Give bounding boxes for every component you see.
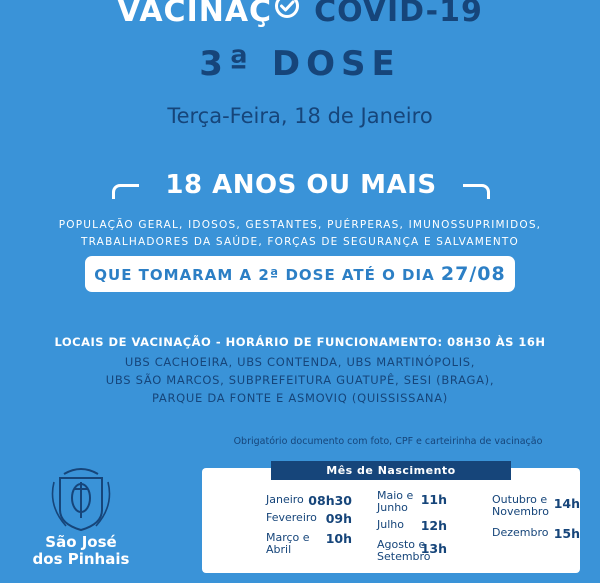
schedule-months: Agosto e Setembro: [377, 538, 431, 563]
required-documents-note: Obrigatório documento com foto, CPF e carteirinha de vacinação: [233, 436, 543, 447]
schedule-time: 11h: [420, 492, 447, 507]
schedule-time: 09h: [325, 511, 352, 526]
locations-line-3: PARQUE DA FONTE E ASMOVIQ (QUISSISSANA): [152, 391, 448, 405]
schedule-months: Maio e Junho: [377, 489, 414, 514]
city-name: [26, 534, 136, 568]
groups-line-2: TRABALHADORES DA SAÚDE, FORÇAS DE SEGURANÇA E SALVAMENTO: [81, 236, 519, 248]
locations-line-2: UBS SÃO MARCOS, SUBPREFEITURA GUATUPÊ, SESI (BRAGA),: [105, 373, 495, 387]
locations-title: LOCAIS DE VACINAÇÃO - HORÁRIO DE FUNCIONAMENTO: 08H30 ÀS 16H: [54, 335, 546, 349]
schedule-entry: [327, 538, 447, 569]
schedule-table-header: Mês de Nascimento: [271, 461, 511, 480]
schedule-entry: [440, 493, 580, 524]
schedule-time: 14h: [553, 496, 580, 511]
city-name-line-2: dos Pinhais: [32, 550, 130, 568]
headline-covid: COVID-19: [314, 0, 483, 29]
headline-vacinacao: VACINAÇ: [117, 0, 273, 29]
condition-text: QUE TOMARAM A 2ª DOSE ATÉ O DIA: [94, 266, 441, 284]
schedule-time: 15h: [553, 526, 580, 541]
schedule-time: 12h: [420, 518, 447, 533]
groups-line-1: POPULAÇÃO GERAL, IDOSOS, GESTANTES, PUÉRPERAS, IMUNOSSUPRIMIDOS,: [58, 219, 542, 231]
schedule-months: Julho: [377, 518, 404, 531]
second-dose-condition: [85, 256, 515, 292]
condition-date: 27/08: [440, 263, 506, 285]
check-circle-icon: [274, 0, 300, 27]
schedule-months: Dezembro: [492, 526, 549, 539]
schedule-months: Outubro e Novembro: [492, 493, 549, 518]
schedule-entry: [327, 489, 447, 520]
schedule-table: [202, 464, 580, 573]
locations-line-1: UBS CACHOEIRA, UBS CONTENDA, UBS MARTINÓPOLIS,: [124, 355, 476, 369]
schedule-entry: [440, 526, 580, 542]
schedule-months: Fevereiro: [266, 511, 317, 524]
schedule-time: 08h30: [308, 493, 352, 508]
age-heading: [112, 170, 490, 210]
target-groups: [0, 217, 600, 251]
locations-list: [0, 353, 600, 407]
schedule-entry: [327, 518, 447, 534]
schedule-time: 13h: [420, 541, 447, 556]
schedule-months: Janeiro: [266, 493, 304, 506]
schedule-time: 10h: [325, 531, 352, 546]
event-date: Terça-Feira, 18 de Janeiro: [167, 104, 433, 128]
city-coat-of-arms-icon: [26, 462, 136, 534]
city-logo: [26, 462, 136, 583]
age-text: 18 ANOS OU MAIS: [165, 170, 437, 200]
city-name-line-1: São José: [45, 533, 117, 551]
headline: [0, 0, 600, 29]
schedule-months: Março e Abril: [266, 531, 310, 556]
dose-title: 3ª DOSE: [199, 44, 401, 84]
